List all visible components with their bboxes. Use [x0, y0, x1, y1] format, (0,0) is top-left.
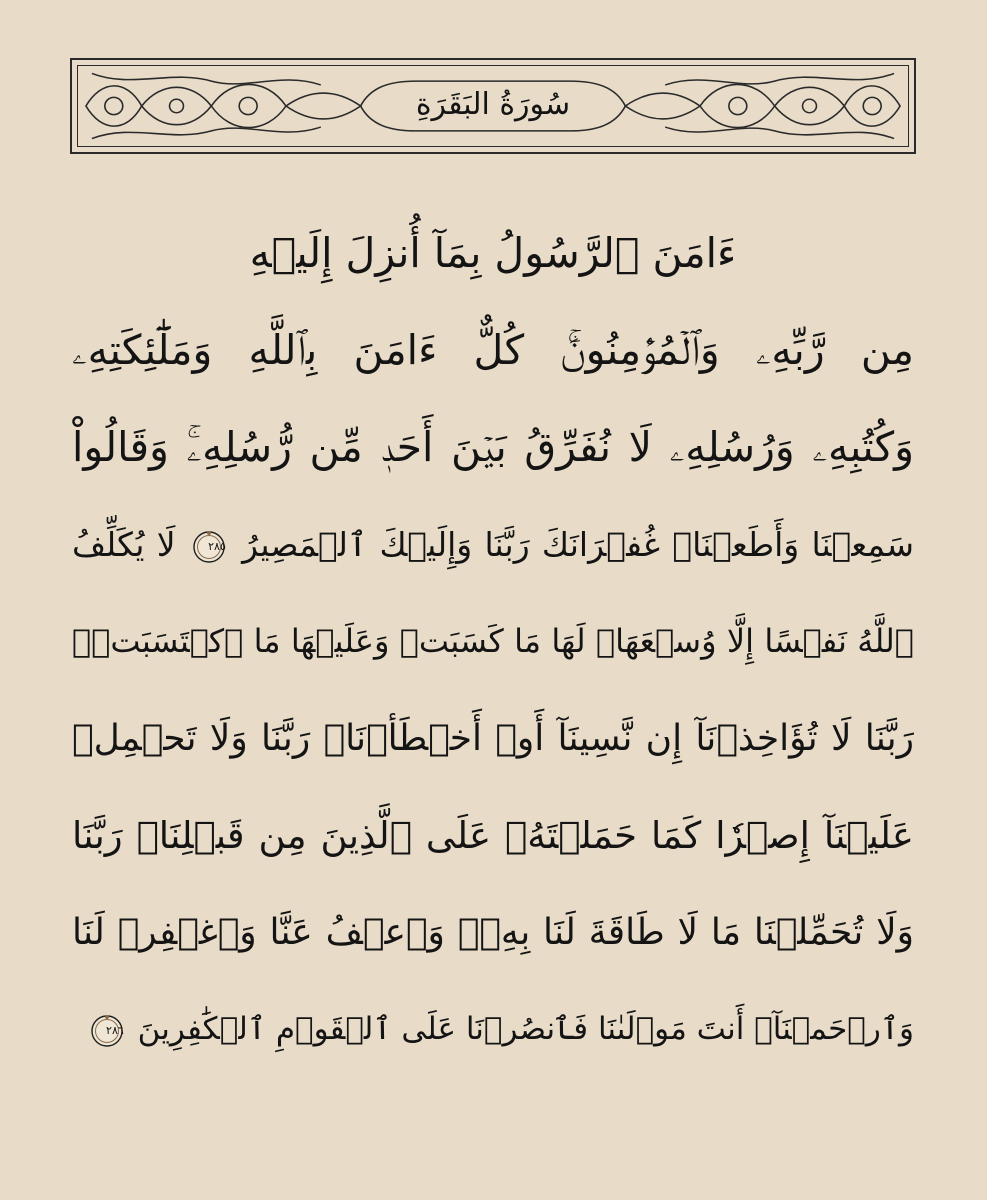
- ayah-number-285: ٢٨٥: [208, 539, 226, 553]
- ayah-number-286: ٢٨٦: [106, 1023, 124, 1037]
- verse-line-4: [72, 496, 914, 593]
- verse-line-4-part-b: لَا يُكَلِّفُ: [72, 525, 176, 564]
- verse-line-4-part-a: سَمِعۡنَا وَأَطَعۡنَاۖ غُفۡرَانَكَ رَبَّنَا وَإِلَيۡكَ ٱلۡمَصِيرُ: [242, 525, 914, 564]
- ayah-end-marker-286: [90, 1014, 124, 1048]
- verse-line-9: [72, 981, 914, 1078]
- verse-line-2: مِن رَّبِّهِۦ وَٱلۡمُؤۡمِنُونَۚ كُلٌّ ءَامَنَ بِٱللَّهِ وَمَلَٰٓئِكَتِهِۦ: [72, 326, 914, 374]
- verse-line-6: رَبَّنَا لَا تُؤَاخِذۡنَآ إِن نَّسِينَآ أَوۡ أَخۡطَأۡنَاۚ رَبَّنَا وَلَا تَحۡمِلۡ: [72, 718, 914, 759]
- verse-line-8: وَلَا تُحَمِّلۡنَا مَا لَا طَاقَةَ لَنَا بِهِۦۖ وَٱعۡفُ عَنَّا وَٱغۡفِرۡ لَنَا: [72, 912, 914, 953]
- verse-line-1: ءَامَنَ ٱلرَّسُولُ بِمَآ أُنزِلَ إِلَيۡهِ: [249, 229, 737, 277]
- surah-header-frame: [70, 58, 916, 154]
- verse-line-3: وَكُتُبِهِۦ وَرُسُلِهِۦ لَا نُفَرِّقُ بَيۡنَ أَحَدٖ مِّن رُّسُلِهِۦۚ وَقَالُواْ: [72, 423, 914, 471]
- verse-line-9-text: وَٱرۡحَمۡنَآۚ أَنتَ مَوۡلَىٰنَا فَٱنصُرۡنَا عَلَى ٱلۡقَوۡمِ ٱلۡكَٰفِرِينَ: [137, 1011, 914, 1047]
- verse-line-5: ٱللَّهُ نَفۡسًا إِلَّا وُسۡعَهَاۚ لَهَا مَا كَسَبَتۡ وَعَلَيۡهَا مَا ٱكۡتَسَبَتۡۗ: [72, 622, 914, 660]
- verse-text-block: [72, 205, 914, 1078]
- surah-title: سُورَةُ البَقَرَةِ: [415, 87, 571, 123]
- verse-line-7: عَلَيۡنَآ إِصۡرٗا كَمَا حَمَلۡتَهُۥ عَلَى ٱلَّذِينَ مِن قَبۡلِنَاۚ رَبَّنَا: [72, 814, 914, 857]
- ayah-end-marker-285: [192, 530, 226, 564]
